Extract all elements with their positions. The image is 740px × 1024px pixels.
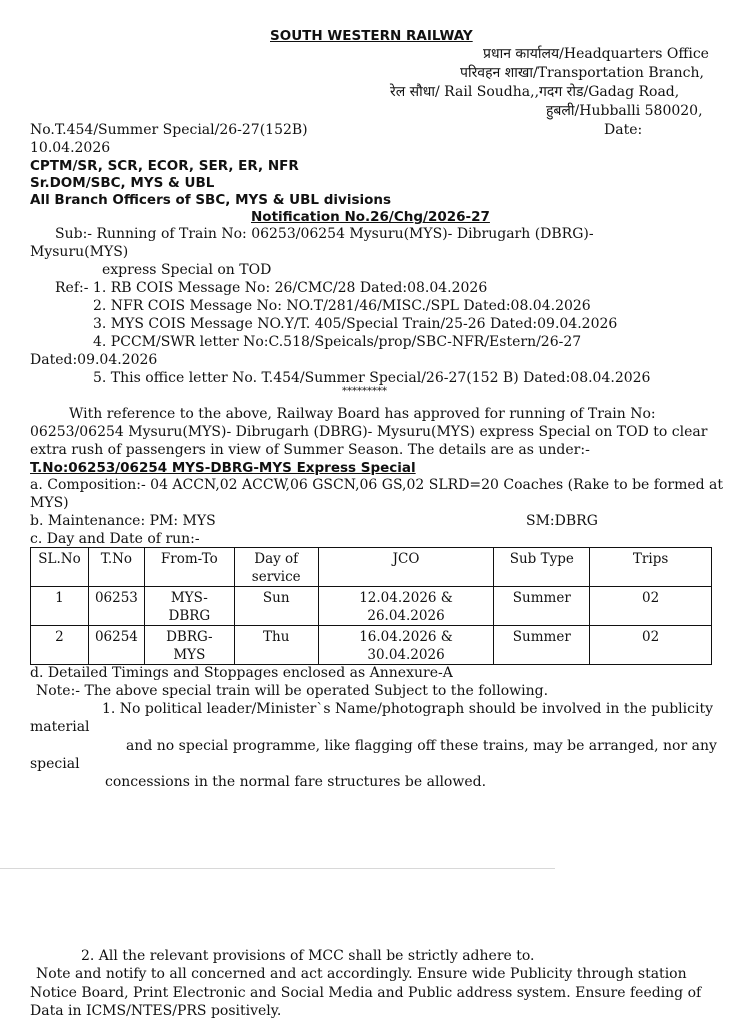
header-jco: JCO	[318, 548, 494, 587]
table-row	[31, 587, 712, 626]
cell-trips: 02	[590, 626, 712, 665]
reference-2: 2. NFR COIS Message No: NO.T/281/46/MISC./SPL Dated:08.04.2026	[93, 298, 591, 314]
cell-sl-no: 2	[31, 626, 89, 665]
reference-4: 4. PCCM/SWR letter No:C.518/Speicals/prop/SBC-NFR/Estern/26-27	[93, 334, 582, 350]
header-train-no: T.No	[88, 548, 144, 587]
cell-train-no: 06254	[88, 626, 144, 665]
subject-note: Note:- The above special train will be operated Subject to the following.	[36, 683, 549, 699]
cell-day: Sun	[234, 587, 318, 626]
day-date-heading: c. Day and Date of run:-	[30, 531, 200, 547]
cell-sub-type: Summer	[494, 626, 590, 665]
body-line-2: 06253/06254 Mysuru(MYS)- Dibrugarh (DBRG)- Mysuru(MYS) express Special on TOD to clear	[30, 424, 708, 440]
cell-jco	[318, 587, 494, 626]
note-1-line-4: special	[30, 756, 80, 772]
composition-line-1: a. Composition:- 04 ACCN,02 ACCW,06 GSCN,06 GS,02 SLRD=20 Coaches (Rake to be formed at	[30, 477, 724, 493]
org-title: SOUTH WESTERN RAILWAY	[270, 28, 473, 44]
header-sl-no: SL.No	[31, 548, 89, 587]
note-1-line-3: and no special programme, like flagging off these trains, may be arranged, nor any	[126, 738, 717, 754]
reference-3: 3. MYS COIS Message NO.Y/T. 405/Special Train/25-26 Dated:09.04.2026	[93, 316, 618, 332]
closing-line-2: Notice Board, Print Electronic and Social Media and Public address system. Ensure feeding of	[30, 985, 702, 1001]
reference-4-date: Dated:09.04.2026	[30, 352, 158, 368]
run-schedule-table	[30, 547, 712, 665]
cell-from-line-2: DBRG	[168, 608, 211, 624]
maintenance-sm: SM:DBRG	[526, 513, 598, 529]
notification-title: Notification No.26/Chg/2026-27	[251, 209, 490, 225]
cell-sub-type: Summer	[494, 587, 590, 626]
note-2: 2. All the relevant provisions of MCC shall be strictly adhere to.	[81, 948, 535, 964]
separator-stars: *********	[342, 386, 387, 397]
addressee-2: Sr.DOM/SBC, MYS & UBL	[30, 175, 215, 191]
cell-jco-line-1: 12.04.2026 &	[359, 590, 453, 606]
date-label: Date:	[604, 122, 643, 138]
subject-line-1: Sub:- Running of Train No: 06253/06254 Mysuru(MYS)- Dibrugarh (DBRG)-	[55, 226, 594, 242]
cell-from-to	[144, 626, 234, 665]
composition-line-2: MYS)	[30, 495, 69, 511]
header-from-to: From-To	[144, 548, 234, 587]
body-line-1: With reference to the above, Railway Board has approved for running of Train No:	[69, 406, 656, 422]
cell-jco	[318, 626, 494, 665]
cell-from-line-1: DBRG-	[166, 629, 213, 645]
reference-number: No.T.454/Summer Special/26-27(152B)	[30, 122, 308, 138]
cell-sl-no: 1	[31, 587, 89, 626]
cell-jco-line-2: 26.04.2026	[367, 608, 445, 624]
office-line-3: रेल सौधा/ Rail Soudha,,गदग रोड/Gadag Road,	[390, 84, 680, 100]
reference-1: Ref:- 1. RB COIS Message No: 26/CMC/28 Dated:08.04.2026	[55, 280, 488, 296]
header-day-line-2: service	[251, 569, 301, 585]
reference-5: 5. This office letter No. T.454/Summer Special/26-27(152 B) Dated:08.04.2026	[93, 370, 651, 386]
cell-jco-line-1: 16.04.2026 &	[359, 629, 453, 645]
page-divider	[0, 868, 555, 869]
note-1-line-5: concessions in the normal fare structures be allowed.	[105, 774, 487, 790]
header-sub-type: Sub Type	[494, 548, 590, 587]
cell-trips: 02	[590, 587, 712, 626]
subject-line-3: express Special on TOD	[102, 262, 272, 278]
cell-from-line-1: MYS-	[170, 590, 208, 606]
addressee-3: All Branch Officers of SBC, MYS & UBL divisions	[30, 192, 392, 208]
cell-jco-line-2: 30.04.2026	[367, 647, 445, 663]
header-day-line-1: Day of	[254, 551, 299, 567]
note-1-line-2: material	[30, 719, 90, 735]
cell-from-line-2: MYS	[173, 647, 206, 663]
closing-line-1: Note and notify to all concerned and act accordingly. Ensure wide Publicity through station	[36, 966, 687, 982]
office-line-4: हुबली/Hubballi 580020,	[546, 103, 703, 119]
subject-line-2: Mysuru(MYS)	[30, 244, 129, 260]
cell-from-to	[144, 587, 234, 626]
body-line-3: extra rush of passengers in view of Summer Season. The details are as under:-	[30, 442, 590, 458]
office-line-2: परिवहन शाखा/Transportation Branch,	[460, 65, 704, 81]
table-row	[31, 626, 712, 665]
maintenance-pm: b. Maintenance: PM: MYS	[30, 513, 216, 529]
table-header-row	[31, 548, 712, 587]
closing-line-3: Data in ICMS/NTES/PRS positively.	[30, 1003, 282, 1019]
train-heading: T.No:06253/06254 MYS-DBRG-MYS Express Special	[30, 460, 416, 476]
cell-train-no: 06253	[88, 587, 144, 626]
note-1-line-1: 1. No political leader/Minister`s Name/photograph should be involved in the publicity	[102, 701, 713, 717]
addressee-1: CPTM/SR, SCR, ECOR, SER, ER, NFR	[30, 158, 299, 174]
cell-day: Thu	[234, 626, 318, 665]
date-value: 10.04.2026	[30, 140, 111, 156]
header-day-of-service	[234, 548, 318, 587]
office-line-1: प्रधान कार्यालय/Headquarters Office	[483, 46, 709, 62]
header-trips: Trips	[590, 548, 712, 587]
annexure-note: d. Detailed Timings and Stoppages enclosed as Annexure-A	[30, 665, 453, 681]
